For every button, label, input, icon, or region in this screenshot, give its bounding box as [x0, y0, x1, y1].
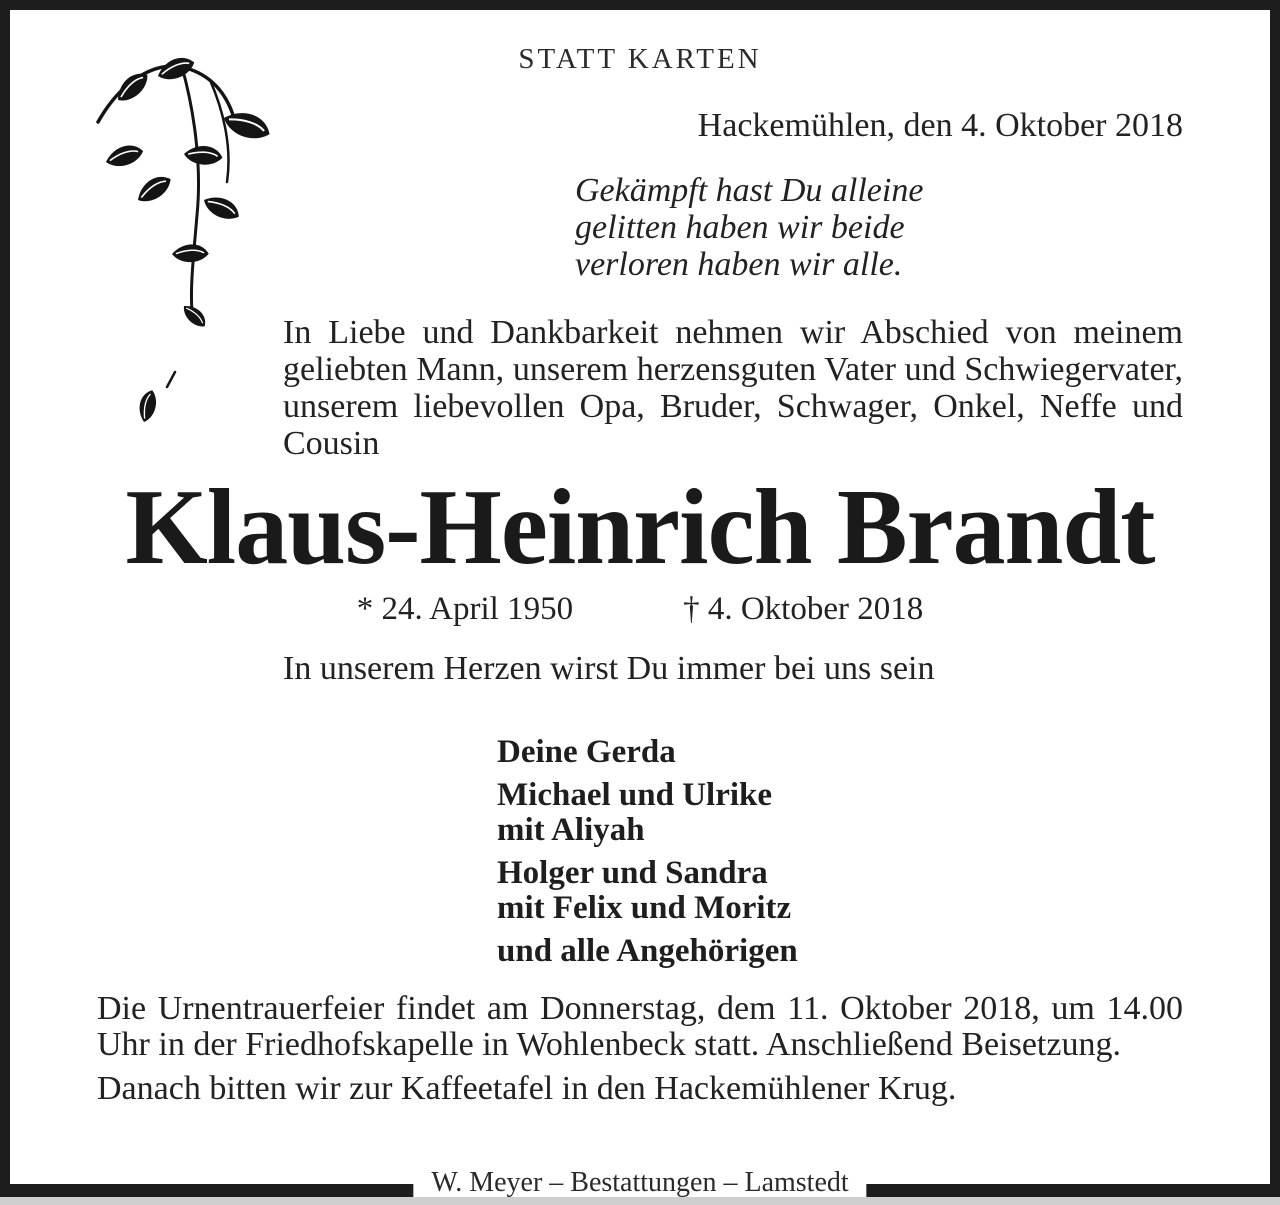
poem-line: verloren haben wir alle.: [575, 246, 903, 283]
reception-details: Danach bitten wir zur Kaffeetafel in den Hackemühlener Krug.: [97, 1070, 957, 1107]
funeral-details: Die Urnentrauerfeier findet am Donnerstag, dem 11. Oktober 2018, um 14.00 Uhr in der Friedhofskapelle in Wohlenbeck statt. Anschließend Beisetzung.: [97, 990, 1183, 1063]
mourner-line: und alle Angehörigen: [497, 933, 798, 969]
falling-leaf-icon: [133, 372, 175, 424]
mourner-line: Deine Gerda: [497, 734, 676, 770]
mourner-group: [497, 778, 1270, 848]
mourner-line: mit Aliyah: [497, 812, 645, 848]
poem-line: Gekämpft hast Du alleine: [575, 172, 924, 209]
poem-line: gelitten haben wir beide: [575, 209, 905, 246]
mourner-line: mit Felix und Moritz: [497, 890, 792, 926]
mourner-group: [497, 934, 1270, 969]
intro-paragraph: In Liebe und Dankbarkeit nehmen wir Abschied von meinem geliebten Mann, unserem herzensguten Vater und Schwiegervater, unserem liebevollen Opa, Bruder, Schwager, Onkel, Neffe und Cousin: [283, 314, 1183, 462]
dateline: Hackemühlen, den 4. Oktober 2018: [697, 107, 1183, 144]
birch-branch-icon: [78, 40, 283, 450]
mourner-group: [497, 735, 1270, 770]
death-date: † 4. Oktober 2018: [683, 591, 924, 627]
birth-date: * 24. April 1950: [356, 591, 574, 627]
mourner-group: [497, 856, 1270, 926]
pre-header: STATT KARTEN: [518, 43, 762, 75]
mourners-list: [10, 735, 1270, 969]
branch-decoration: [78, 40, 283, 450]
deceased-name: Klaus-Heinrich Brandt: [125, 468, 1155, 587]
life-dates: [10, 590, 1270, 628]
devotion-line: In unserem Herzen wirst Du immer bei uns sein: [283, 650, 935, 687]
mourner-line: Michael und Ulrike: [497, 777, 773, 813]
undertaker-name: W. Meyer – Bestattungen – Lamstedt: [413, 1167, 866, 1197]
mourner-line: Holger und Sandra: [497, 855, 768, 891]
branch-icon: [98, 56, 274, 332]
